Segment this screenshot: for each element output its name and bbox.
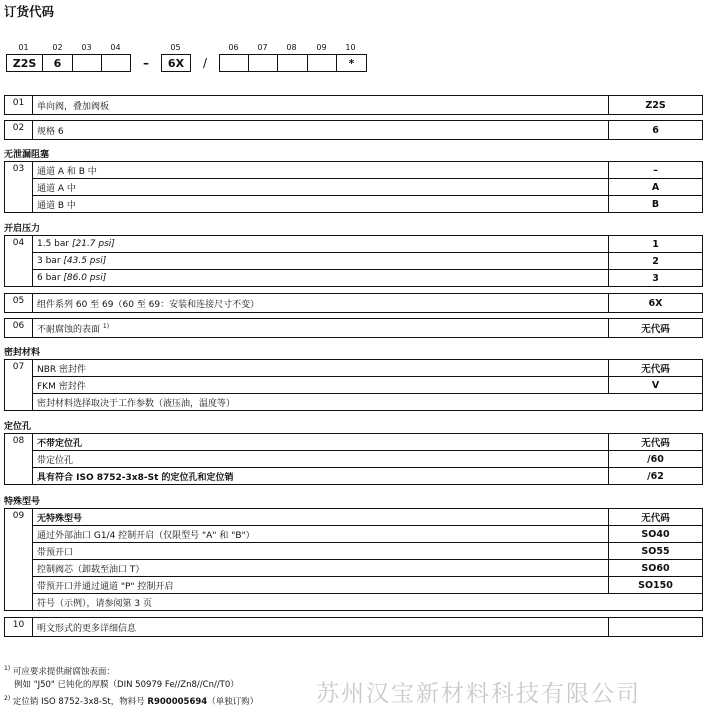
section-heading: 密封材料 — [4, 348, 41, 358]
code-cell — [248, 54, 278, 72]
code-cell — [277, 54, 308, 72]
position-number: 10 — [345, 43, 356, 52]
row-description — [33, 236, 609, 253]
code-cell: * — [336, 54, 367, 72]
table-row — [5, 179, 703, 196]
row-description: 不带定位孔 — [33, 434, 609, 451]
table-row — [5, 468, 703, 485]
row-note: [86.0 psi] — [63, 273, 107, 283]
table-row — [5, 196, 703, 213]
group-number: 10 — [5, 618, 33, 637]
row-description: 控制阀芯（卸载至油口 T） — [33, 560, 609, 577]
group-03-table — [4, 161, 703, 213]
position-number: 06 — [228, 43, 239, 52]
section-heading: 定位孔 — [4, 422, 32, 432]
table-row — [5, 560, 703, 577]
row-description — [33, 270, 609, 287]
section-heading: 特殊型号 — [4, 497, 41, 507]
position-number: 09 — [316, 43, 327, 52]
row-code: 2 — [609, 253, 703, 270]
code-cell — [307, 54, 337, 72]
row-code: 1 — [609, 236, 703, 253]
row-code: 无代码 — [609, 434, 703, 451]
group-number: 05 — [5, 294, 33, 313]
group-number: 09 — [5, 509, 33, 611]
group-04-table — [4, 235, 703, 287]
position-number: 05 — [170, 43, 181, 52]
table-row — [5, 96, 703, 115]
row-code: 3 — [609, 270, 703, 287]
group-number: 03 — [5, 162, 33, 213]
table-row — [5, 360, 703, 377]
row-description: 单向阀，叠加阀板 — [33, 96, 609, 115]
table-row — [5, 294, 703, 313]
position-number: 03 — [81, 43, 92, 52]
row-code: SO55 — [609, 543, 703, 560]
table-row — [5, 451, 703, 468]
row-description: 通道 A 和 B 中 — [33, 162, 609, 179]
row-description: 带定位孔 — [33, 451, 609, 468]
table-row — [5, 121, 703, 140]
row-description: FKM 密封件 — [33, 377, 609, 394]
row-description: 具有符合 ISO 8752-3x8-St 的定位孔和定位销 — [33, 468, 609, 485]
row-note: [21.7 psi] — [71, 239, 115, 249]
row-code: /62 — [609, 468, 703, 485]
row-description — [33, 319, 609, 338]
position-number: 01 — [18, 43, 29, 52]
row-text: 3 bar — [37, 256, 61, 266]
row-text: 不耐腐蚀的表面 — [37, 324, 101, 335]
group-07-table — [4, 359, 703, 411]
row-description: 符号（示例），请参阅第 3 页 — [33, 594, 703, 611]
group-08-table — [4, 433, 703, 485]
group-06-table — [4, 318, 703, 338]
row-description: 通道 B 中 — [33, 196, 609, 213]
group-05-table — [4, 293, 703, 313]
footnote-text: 定位销 ISO 8752-3x8-St，物料号 — [12, 696, 148, 707]
position-number: 02 — [52, 43, 63, 52]
table-row — [5, 319, 703, 338]
code-cell — [101, 54, 131, 72]
footnotes — [4, 662, 258, 709]
row-code: SO150 — [609, 577, 703, 594]
row-code: V — [609, 377, 703, 394]
part-number: R900005694 — [147, 696, 208, 707]
table-row — [5, 618, 703, 637]
table-row — [5, 162, 703, 179]
code-cell: Z2S — [6, 54, 43, 72]
row-code: 无代码 — [609, 509, 703, 526]
row-code: 6 — [609, 121, 703, 140]
row-text: 6 bar — [37, 273, 61, 283]
table-row — [5, 434, 703, 451]
row-description: 带预开口并通过通道 "P" 控制开启 — [33, 577, 609, 594]
table-row — [5, 577, 703, 594]
row-code — [609, 618, 703, 637]
table-row — [5, 594, 703, 611]
row-code: /60 — [609, 451, 703, 468]
row-code: SO60 — [609, 560, 703, 577]
group-number: 01 — [5, 96, 33, 115]
table-row — [5, 253, 703, 270]
group-number: 08 — [5, 434, 33, 485]
section-heading: 无泄漏阻塞 — [4, 150, 50, 160]
row-code: 6X — [609, 294, 703, 313]
row-code: 无代码 — [609, 319, 703, 338]
table-row — [5, 543, 703, 560]
row-description: 通过外部油口 G1/4 控制开启（仅限型号 "A" 和 "B"） — [33, 526, 609, 543]
row-description: 通道 A 中 — [33, 179, 609, 196]
table-row — [5, 236, 703, 253]
row-description — [33, 253, 609, 270]
group-number: 02 — [5, 121, 33, 140]
watermark: 苏州汉宝新材料科技有限公司 — [316, 681, 641, 707]
footnote-ref: 1) — [102, 322, 110, 330]
code-cell: 6 — [42, 54, 73, 72]
separator-slash: / — [202, 56, 208, 70]
row-code: – — [609, 162, 703, 179]
code-cell — [219, 54, 249, 72]
row-description: NBR 密封件 — [33, 360, 609, 377]
table-row — [5, 526, 703, 543]
row-code: SO40 — [609, 526, 703, 543]
table-row — [5, 509, 703, 526]
row-note: [43.5 psi] — [63, 256, 107, 266]
group-01-table — [4, 95, 703, 115]
code-cell — [72, 54, 102, 72]
table-row — [5, 270, 703, 287]
row-description: 明文形式的更多详细信息 — [33, 618, 609, 637]
row-code: 无代码 — [609, 360, 703, 377]
row-description: 规格 6 — [33, 121, 609, 140]
group-09-table — [4, 508, 703, 611]
footnote-tail: （单独订购） — [207, 696, 259, 707]
row-description: 密封材料选择取决于工作参数（液压油，温度等） — [33, 394, 703, 411]
footnote-2 — [4, 692, 258, 709]
section-heading: 开启压力 — [4, 224, 41, 234]
group-number: 06 — [5, 319, 33, 338]
footnote-text: 可应要求提供耐腐蚀表面： — [12, 666, 115, 677]
footnote-1 — [4, 662, 258, 679]
group-02-table — [4, 120, 703, 140]
footnote-mark: 1) — [4, 665, 11, 672]
position-number: 04 — [110, 43, 121, 52]
row-code: A — [609, 179, 703, 196]
page-title: 订货代码 — [4, 4, 55, 19]
table-row — [5, 394, 703, 411]
row-description: 带预开口 — [33, 543, 609, 560]
row-description: 组件系列 60 至 69（60 至 69：安装和连接尺寸不变） — [33, 294, 609, 313]
footnote-mark: 2) — [4, 694, 11, 702]
row-code: B — [609, 196, 703, 213]
position-number: 07 — [257, 43, 268, 52]
row-description: 无特殊型号 — [33, 509, 609, 526]
position-number: 08 — [286, 43, 297, 52]
table-row — [5, 377, 703, 394]
row-text: 1.5 bar — [37, 239, 70, 249]
separator-dash: – — [143, 56, 149, 70]
footnote-1-detail: 例如 "J50" 已钝化的厚膜（DIN 50979 Fe//Zn8//Cn//T0） — [14, 679, 239, 690]
group-number: 07 — [5, 360, 33, 411]
row-code: Z2S — [609, 96, 703, 115]
group-10-table — [4, 617, 703, 637]
group-number: 04 — [5, 236, 33, 287]
code-cell: 6X — [161, 54, 191, 72]
